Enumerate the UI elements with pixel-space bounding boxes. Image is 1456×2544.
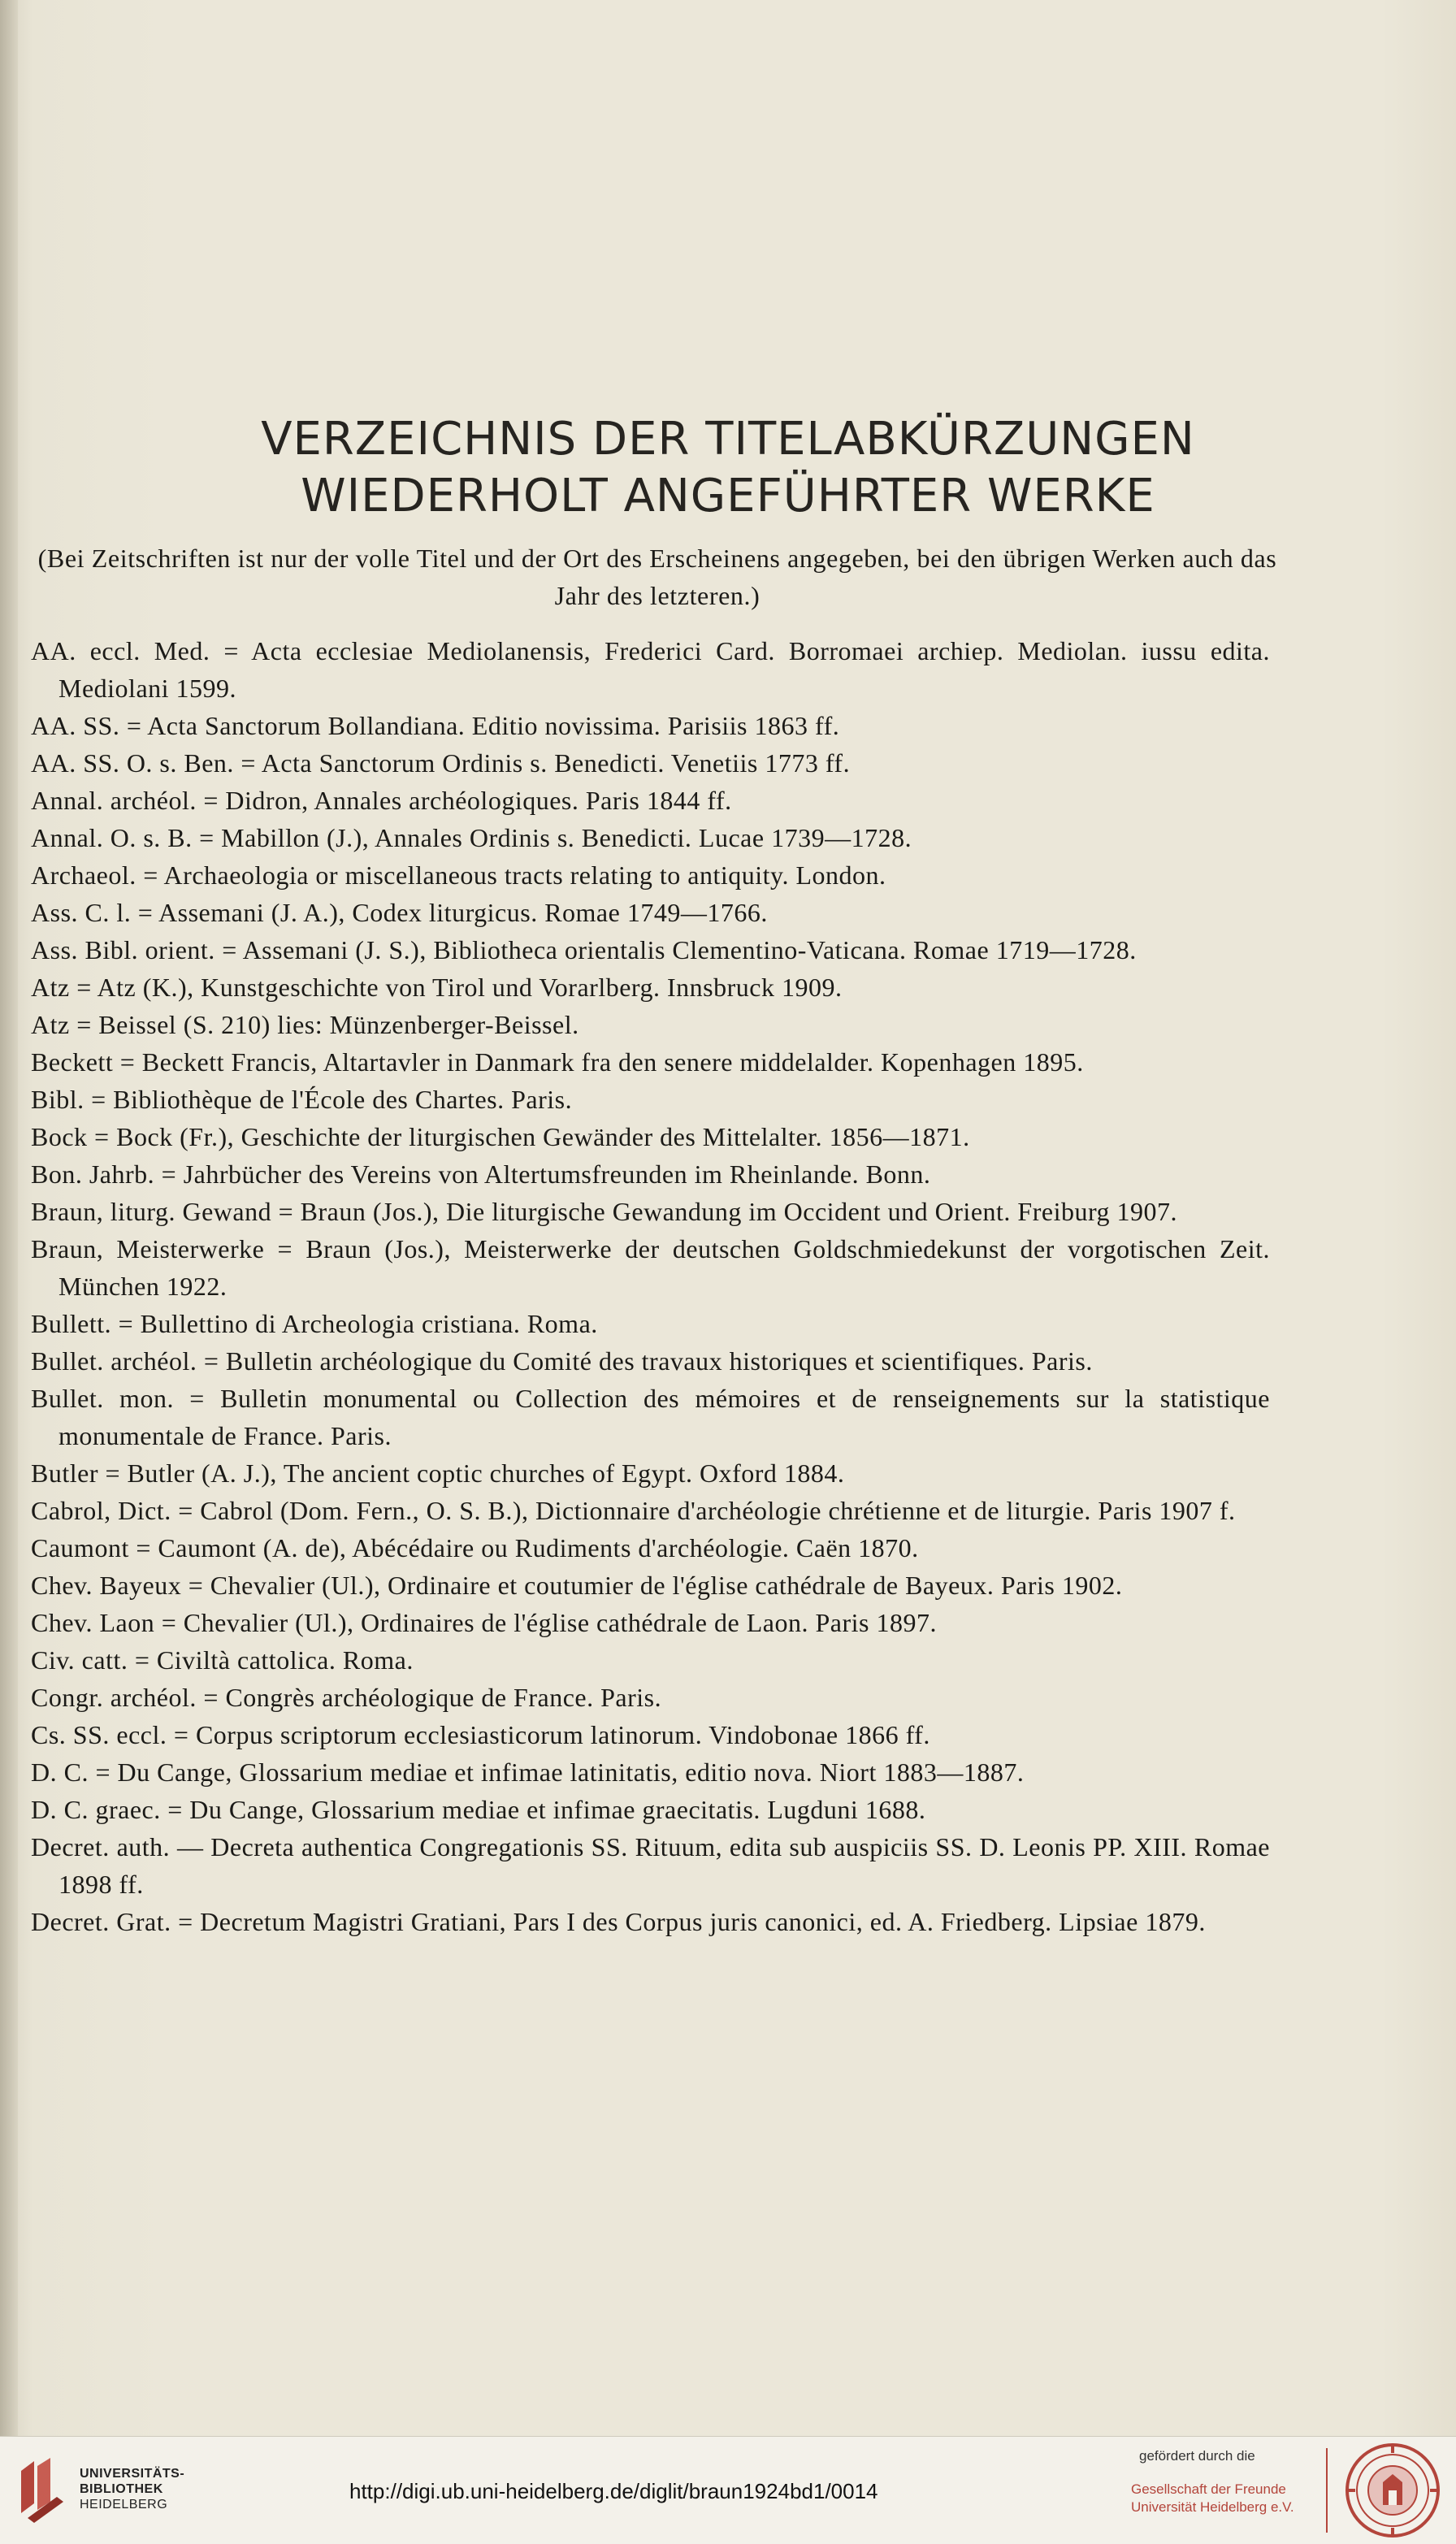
abbreviation-entry: Bibl. = Bibliothèque de l'École des Chartes. Paris. [31,1085,573,1114]
abbreviation-entry: Bock = Bock (Fr.), Geschichte der liturgischen Gewänder des Mittelalter. 1856—1871. [31,1122,970,1151]
abbreviation-entry: Annal. archéol. = Didron, Annales archéologiques. Paris 1844 ff. [31,786,732,815]
abbreviation-entry: Civ. catt. = Civiltà cattolica. Roma. [31,1645,414,1675]
sponsor-name[interactable] [1131,2481,1294,2516]
library-name-line-2: BIBLIOTHEK [80,2482,163,2496]
viewer-footer [0,2436,1456,2544]
abbreviation-entry: Annal. O. s. B. = Mabillon (J.), Annales Ordinis s. Benedicti. Lucae 1739—1728. [31,823,912,852]
library-name[interactable] [80,2466,184,2512]
abbreviation-entry: Cs. SS. eccl. = Corpus scriptorum ecclesiasticorum latinorum. Vindobonae 1866 ff. [31,1720,930,1749]
abbreviation-entry: Braun, liturg. Gewand = Braun (Jos.), Die liturgische Gewandung im Occident und Orient. Freiburg 1907. [31,1197,1178,1226]
abbreviation-entry: Ass. C. l. = Assemani (J. A.), Codex liturgicus. Romae 1749—1766. [31,898,768,927]
abbreviation-entry: Bullet. mon. = Bulletin monumental ou Collection des mémoires et de renseignements sur la statistique monumentale de France. Paris. [31,1384,1270,1450]
abbreviation-list [31,632,1270,1940]
abbreviation-entry: Braun, Meisterwerke = Braun (Jos.), Meisterwerke der deutschen Goldschmiedekunst der vorgotischen Zeit. München 1922. [31,1234,1270,1301]
permalink-url[interactable]: http://digi.ub.uni-heidelberg.de/diglit/braun1924bd1/0014 [349,2479,878,2503]
abbreviation-entry: Cabrol, Dict. = Cabrol (Dom. Fern., O. S. B.), Dictionnaire d'archéologie chrétienne et de liturgie. Paris 1907 f. [31,1496,1236,1525]
abbreviation-entry: AA. eccl. Med. = Acta ecclesiae Mediolanensis, Frederici Card. Borromaei archiep. Mediolan. iussu edita. Mediolani 1599. [31,636,1270,703]
abbreviation-entry: Bullett. = Bullettino di Archeologia cristiana. Roma. [31,1309,598,1338]
page-title-line-2: WIEDERHOLT ANGEFÜHRTER WERKE [301,470,1155,522]
abbreviation-entry: Decret. auth. — Decreta authentica Congregationis SS. Rituum, edita sub auspiciis SS. D. Leonis PP. XIII. Romae 1898 ff. [31,1832,1270,1899]
abbreviation-entry: Ass. Bibl. orient. = Assemani (J. S.), Bibliotheca orientalis Clementino-Vaticana. Romae 1719—1728. [31,935,1137,964]
sponsor-label: gefördert durch die [1139,2448,1255,2464]
abbreviation-entry: Atz = Beissel (S. 210) lies: Münzenberger-Beissel. [31,1010,579,1039]
library-name-line-3: HEIDELBERG [80,2498,168,2511]
intro-note: (Bei Zeitschriften ist nur der volle Titel und der Ort des Erscheinens angegeben, bei den übrigen Werken auch das Jahr des letzteren.) [37,544,1277,610]
abbreviation-entry: Bullet. archéol. = Bulletin archéologique du Comité des travaux historiques et scientifiques. Paris. [31,1346,1093,1376]
ub-heidelberg-logo-icon[interactable] [16,2455,68,2526]
abbreviation-entry: Chev. Bayeux = Chevalier (Ul.), Ordinaire et coutumier de l'église cathédrale de Bayeux. Paris 1902. [31,1571,1123,1600]
abbreviation-entry: Butler = Butler (A. J.), The ancient coptic churches of Egypt. Oxford 1884. [31,1458,845,1488]
page-spine-shadow [0,0,18,2436]
page-title-line-1: VERZEICHNIS DER TITELABKÜRZUNGEN [261,413,1195,466]
abbreviation-entry: Congr. archéol. = Congrès archéologique de France. Paris. [31,1683,662,1712]
abbreviation-entry: AA. SS. = Acta Sanctorum Bollandiana. Editio novissima. Parisiis 1863 ff. [31,711,840,740]
abbreviation-entry: Bon. Jahrb. = Jahrbücher des Vereins von Altertumsfreunden im Rheinlande. Bonn. [31,1159,931,1189]
sponsor-divider [1326,2448,1328,2533]
abbreviation-entry: Archaeol. = Archaeologia or miscellaneous tracts relating to antiquity. London. [31,860,886,890]
library-name-line-1: UNIVERSITÄTS- [80,2467,185,2481]
university-seal-icon[interactable] [1344,2442,1441,2539]
abbreviation-entry: Chev. Laon = Chevalier (Ul.), Ordinaires de l'église cathédrale de Laon. Paris 1897. [31,1608,937,1637]
abbreviation-entry: Caumont = Caumont (A. de), Abécédaire ou Rudiments d'archéologie. Caën 1870. [31,1533,919,1562]
abbreviation-entry: Decret. Grat. = Decretum Magistri Gratiani, Pars I des Corpus juris canonici, ed. A. Friedberg. Lipsiae 1879. [31,1907,1206,1936]
abbreviation-entry: AA. SS. O. s. Ben. = Acta Sanctorum Ordinis s. Benedicti. Venetiis 1773 ff. [31,748,851,778]
abbreviation-entry: D. C. graec. = Du Cange, Glossarium mediae et infimae graecitatis. Lugduni 1688. [31,1795,926,1824]
sponsor-name-line-1: Gesellschaft der Freunde [1131,2481,1286,2497]
sponsor-name-line-2: Universität Heidelberg e.V. [1131,2499,1294,2515]
abbreviation-entry: Atz = Atz (K.), Kunstgeschichte von Tirol und Vorarlberg. Innsbruck 1909. [31,973,843,1002]
abbreviation-entry: Beckett = Beckett Francis, Altartavler in Danmark fra den senere middelalder. Kopenhagen 1895. [31,1047,1084,1077]
abbreviation-entry: D. C. = Du Cange, Glossarium mediae et infimae latinitatis, editio nova. Niort 1883—1887. [31,1757,1025,1787]
